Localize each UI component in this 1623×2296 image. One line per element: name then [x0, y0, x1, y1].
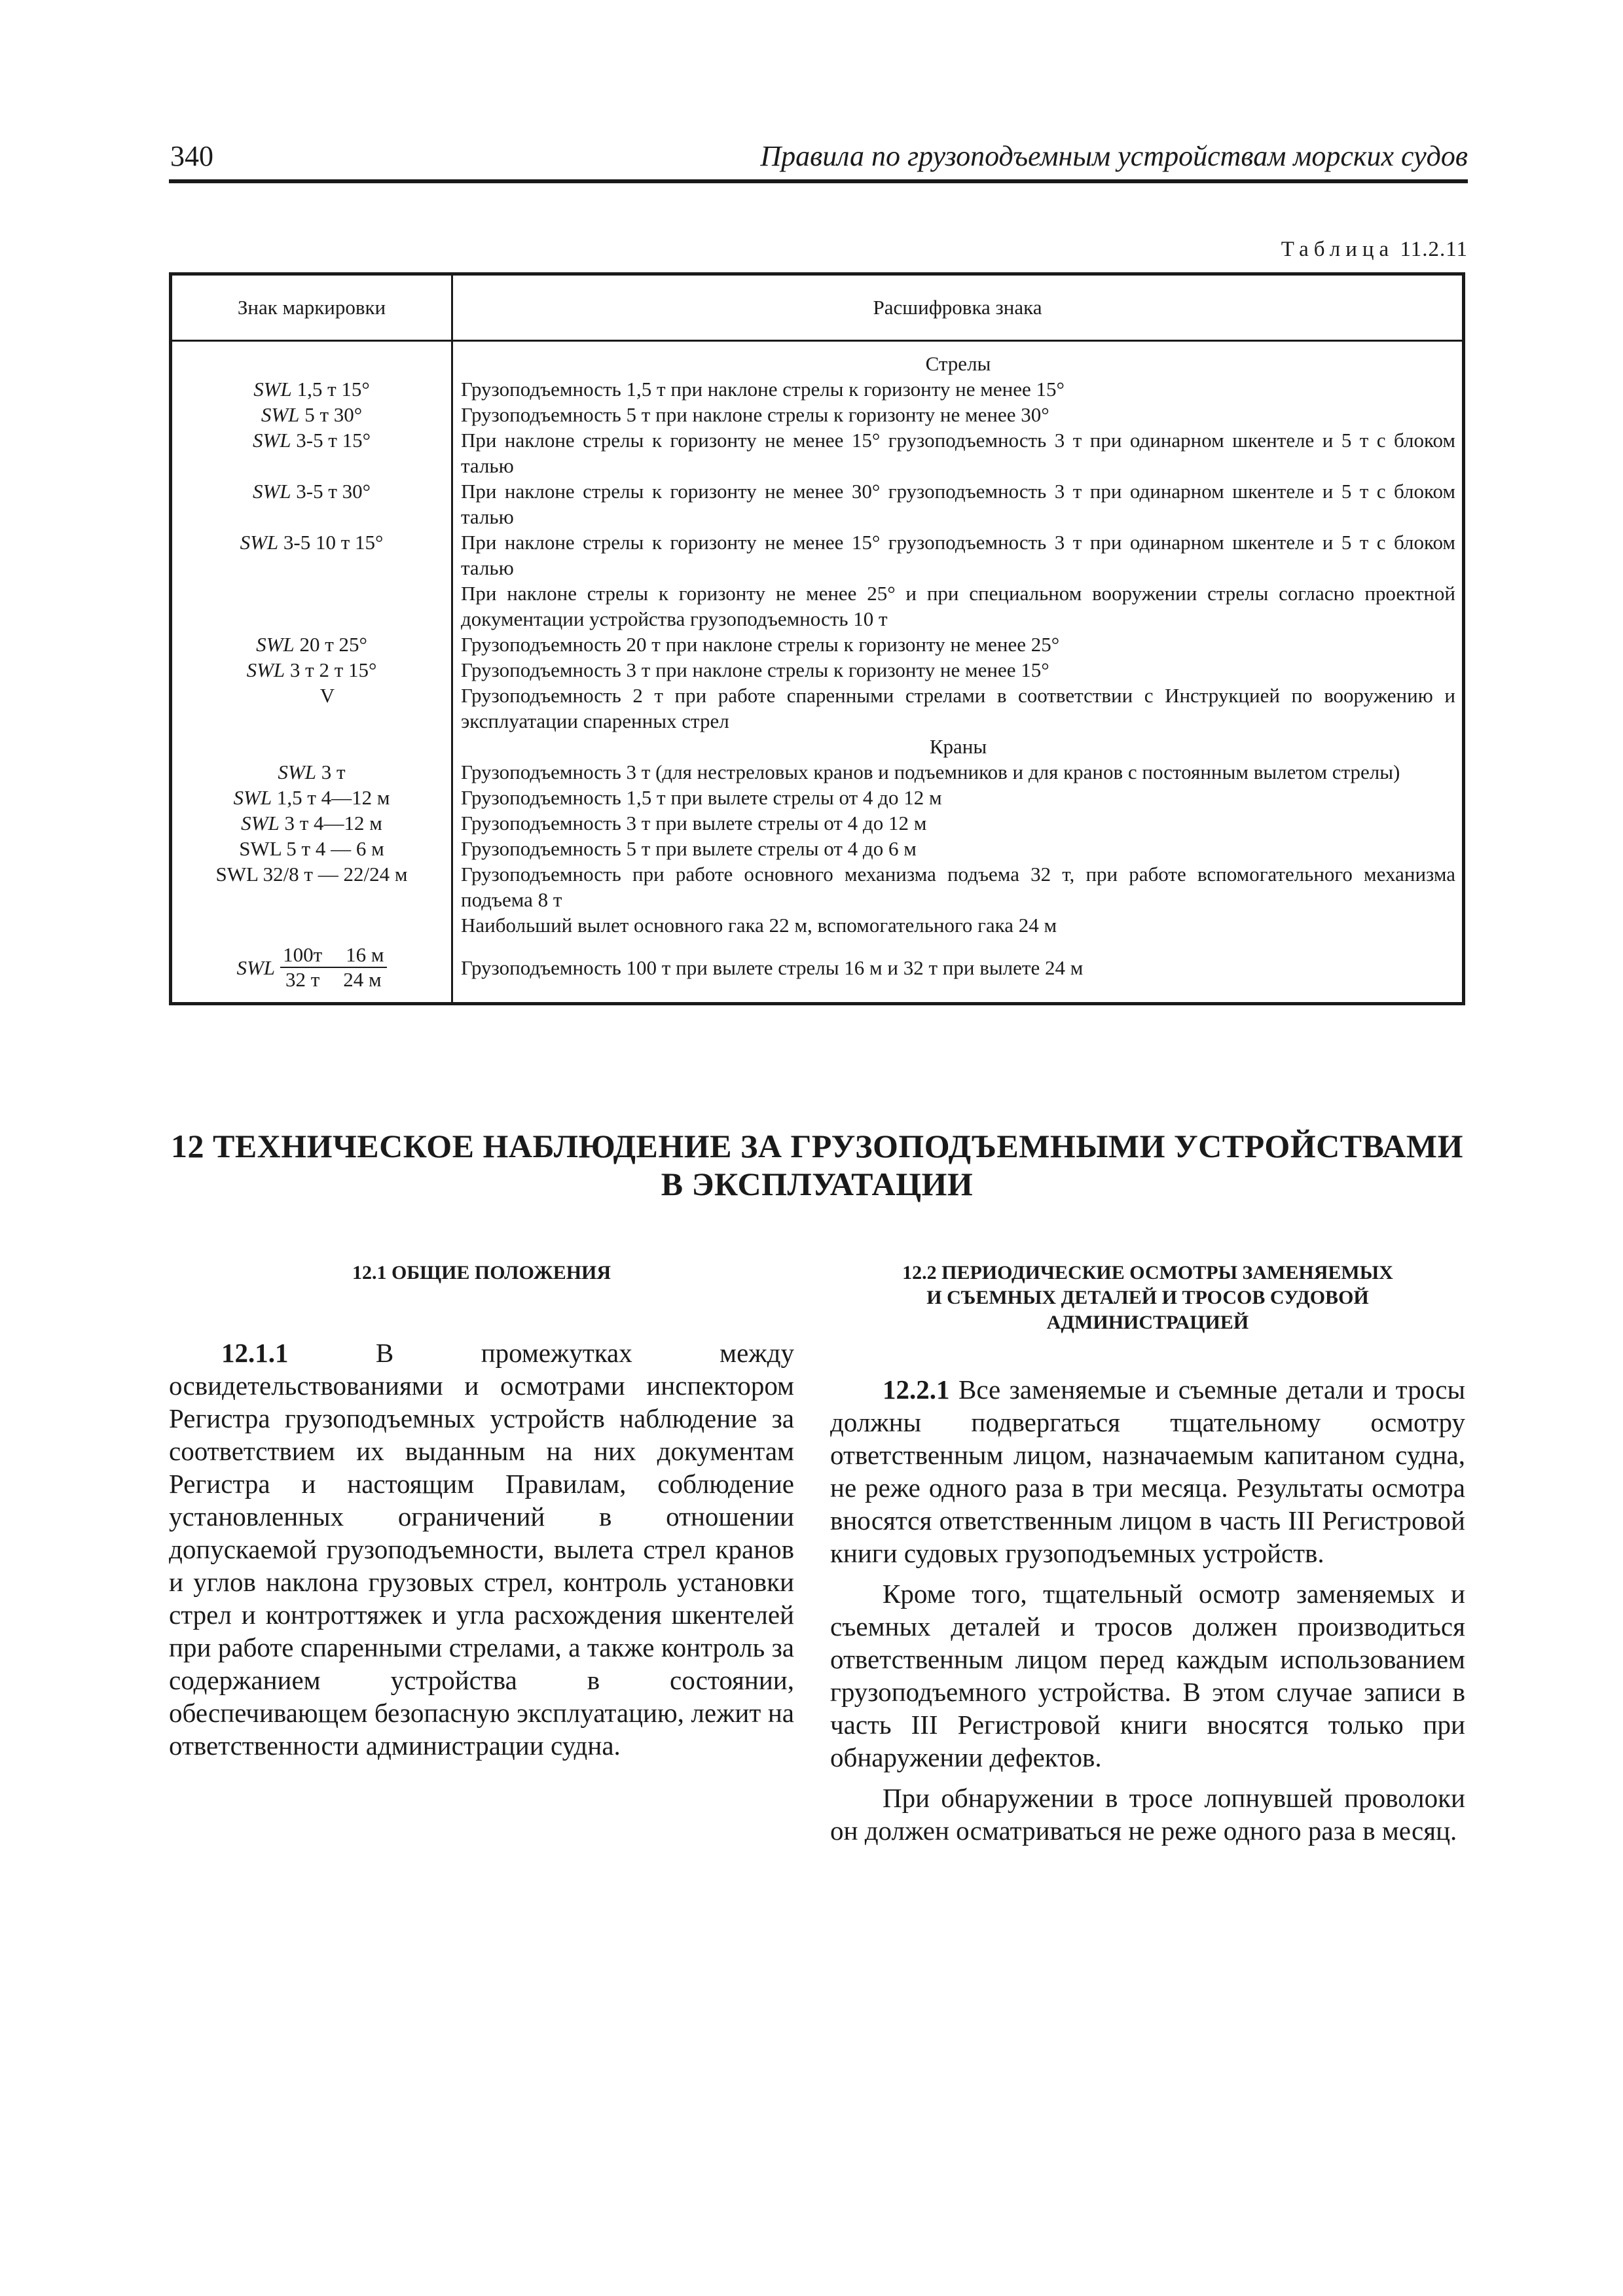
- row-mark: [172, 581, 451, 632]
- table-row: [172, 478, 1462, 529]
- table-header: [172, 276, 1462, 342]
- table-row-group-title: [172, 734, 1462, 759]
- page-number: 340: [170, 140, 213, 172]
- fraction-den-a: 32 т: [285, 968, 320, 991]
- row-mark: 20 т 25°: [299, 633, 367, 656]
- right-column: [830, 1250, 1465, 1847]
- row-desc: Грузоподъемность 3 т при наклоне стрелы к горизонту не менее 15°: [461, 658, 1049, 681]
- row-desc: Грузоподъемность 2 т при работе спаренными стрелами в соответствии с Инструкцией по вооружению и эксплуатации спаренных стрел: [461, 684, 1455, 732]
- table-caption: [1281, 238, 1468, 262]
- subsection-heading: 12.1 ОБЩИЕ ПОЛОЖЕНИЯ: [352, 1262, 611, 1283]
- row-mark: 3-5 10 т 15°: [283, 531, 384, 554]
- group-title-booms: Стрелы: [925, 352, 991, 375]
- paragraph: Кроме того, тщательный осмотр заменяемых и съемных деталей и тросов должен производиться ответственным лицом перед каждым использованием грузоподъемного устройства. В этом случае записи в часть III Регистровой книги вносятся только при обнаружении дефектов.: [830, 1579, 1465, 1772]
- fraction-mark: [236, 943, 386, 992]
- table-row: [172, 427, 1462, 478]
- row-mark: SWL 5 т 4 — 6 м: [239, 837, 384, 860]
- table-row: [172, 529, 1462, 581]
- row-mark: 5 т 30°: [304, 403, 363, 426]
- fraction-num-a: 100т: [283, 943, 323, 966]
- group-title-cranes: Краны: [929, 735, 987, 758]
- row-desc: Грузоподъемность 100 т при вылете стрелы 16 м и 32 т при вылете 24 м: [461, 956, 1084, 979]
- subsection-heading: [830, 1261, 1465, 1335]
- swl-label: SWL: [233, 786, 272, 809]
- row-desc: Грузоподъемность 3 т (для нестреловых кранов и подъемников и для кранов с постоянным вылетом стрелы): [461, 761, 1400, 783]
- table-caption-number: 11.2.11: [1400, 238, 1468, 261]
- row-mark: 3 т 2 т 15°: [289, 658, 377, 681]
- section-title-line: В ЭКСПЛУАТАЦИИ: [661, 1166, 974, 1202]
- section-title-line: 12 ТЕХНИЧЕСКОЕ НАБЛЮДЕНИЕ ЗА ГРУЗОПОДЪЕМНЫМИ УСТРОЙСТВАМИ: [170, 1128, 1463, 1164]
- subsection-heading-line: И СЪЕМНЫХ ДЕТАЛЕЙ И ТРОСОВ СУДОВОЙ: [926, 1287, 1369, 1308]
- table-row: [172, 632, 1462, 657]
- row-desc: Грузоподъемность 1,5 т при вылете стрелы от 4 до 12 м: [461, 786, 942, 809]
- row-desc: Грузоподъемность 20 т при наклоне стрелы к горизонту не менее 25°: [461, 633, 1060, 656]
- table-caption-word: Таблица: [1281, 238, 1395, 261]
- swl-label: SWL: [236, 956, 276, 979]
- row-desc: Наибольший вылет основного гака 22 м, вспомогательного гака 24 м: [461, 914, 1057, 937]
- row-desc: При наклоне стрелы к горизонту не менее 15° грузоподъемность 3 т при одинарном шкентеле и 5 т с блоком талью: [461, 531, 1455, 579]
- table-row: [172, 657, 1462, 683]
- swl-label: SWL: [261, 403, 300, 426]
- table-row: [172, 402, 1462, 427]
- row-desc: При наклоне стрелы к горизонту не менее 25° и при специальном вооружении стрелы согласно проектной документации устройства грузоподъемность 10 т: [461, 582, 1455, 630]
- paragraph: [830, 1373, 1465, 1570]
- row-desc: При наклоне стрелы к горизонту не менее 30° грузоподъемность 3 т при одинарном шкентеле и 5 т с блоком талью: [461, 480, 1455, 528]
- swl-label: SWL: [256, 633, 295, 656]
- paragraph-text: В промежутках между освидетельствованиями и осмотрами инспектором Регистра грузоподъемных устройств наблюдение за соответствием их выданным на них документам Регистра и настоящим Правилам, соблюдение установленных ограничений в отношении допускаемой грузоподъемности, вылета стрел кранов и углов наклона грузовых стрел, контроль установки стрел и контроттяжек и угла расхождения шкентелей при работе спаренными стрелами, а также контроль за содержанием устройства в состоянии, обеспечивающем безопасную эксплуатацию, лежит на ответственности администрации судна.: [169, 1338, 794, 1761]
- table-row: [172, 861, 1462, 912]
- row-mark: 3 т 4—12 м: [284, 812, 382, 834]
- table-row: [172, 759, 1462, 785]
- swl-label: SWL: [241, 812, 280, 834]
- paragraph: [169, 1336, 794, 1762]
- swl-label: SWL: [240, 531, 279, 554]
- running-title: Правила по грузоподъемным устройствам морских судов: [760, 140, 1468, 172]
- row-mark: 1,5 т 15°: [297, 378, 370, 401]
- row-mark: SWL 32/8 т — 22/24 м: [215, 863, 408, 886]
- swl-label: SWL: [246, 658, 285, 681]
- row-desc: Грузоподъемность 5 т при наклоне стрелы к горизонту не менее 30°: [461, 403, 1049, 426]
- swl-label: SWL: [252, 480, 291, 503]
- row-mark: 1,5 т 4—12 м: [276, 786, 390, 809]
- subsection-heading-line: 12.2 ПЕРИОДИЧЕСКИЕ ОСМОТРЫ ЗАМЕНЯЕМЫХ: [902, 1262, 1393, 1283]
- fraction-den-b: 24 м: [343, 968, 382, 991]
- table-row: [172, 912, 1462, 938]
- swl-label: SWL: [278, 761, 316, 783]
- fraction-num-b: 16 м: [346, 943, 384, 966]
- section-title: [169, 1127, 1465, 1203]
- table-body: [172, 342, 1462, 1002]
- left-column: [169, 1250, 794, 1762]
- marking-table: [169, 272, 1465, 1005]
- table-row: [172, 683, 1462, 734]
- row-desc: Грузоподъемность 5 т при вылете стрелы от 4 до 6 м: [461, 837, 917, 860]
- paragraph-number: 12.1.1: [221, 1338, 289, 1368]
- table-row: [172, 785, 1462, 810]
- table-row: [172, 376, 1462, 402]
- paragraph: При обнаружении в тросе лопнувшей проволоки он должен осматриваться не реже одного раза в месяц.: [830, 1783, 1465, 1846]
- table-row-fraction: [172, 943, 1462, 992]
- column-divider: [451, 342, 453, 1002]
- paragraph-text: Все заменяемые и съемные детали и тросы должны подвергаться тщательному осмотру ответственным лицом, назначаемым капитаном судна, не реже одного раза в три месяца. Результаты осмотра вносятся ответственным лицом в часть III Регистровой книги судовых грузоподъемных устройств.: [830, 1374, 1465, 1568]
- running-header: [169, 139, 1468, 183]
- row-desc: Грузоподъемность 1,5 т при наклоне стрелы к горизонту не менее 15°: [461, 378, 1065, 401]
- swl-label: SWL: [253, 378, 292, 401]
- table-row: [172, 810, 1462, 836]
- row-mark: 3-5 т 15°: [296, 429, 371, 452]
- subsection-heading-line: АДМИНИСТРАЦИЕЙ: [1046, 1312, 1249, 1333]
- swl-label: SWL: [252, 429, 291, 452]
- column-header-mark: Знак маркировки: [172, 276, 453, 340]
- row-desc: При наклоне стрелы к горизонту не менее 15° грузоподъемность 3 т при одинарном шкентеле и 5 т с блоком талью: [461, 429, 1455, 477]
- table-row: [172, 836, 1462, 861]
- column-header-desc: Расшифровка знака: [873, 296, 1042, 319]
- row-mark: 3 т: [321, 761, 346, 783]
- row-desc: Грузоподъемность 3 т при вылете стрелы от 4 до 12 м: [461, 812, 927, 834]
- table-row-group-title: [172, 351, 1462, 376]
- paragraph-number: 12.2.1: [883, 1374, 950, 1405]
- row-mark: 3-5 т 30°: [296, 480, 371, 503]
- table-row: [172, 581, 1462, 632]
- paired-boom-mark: V: [319, 684, 335, 707]
- row-mark: [172, 912, 451, 938]
- row-desc: Грузоподъемность при работе основного механизма подъема 32 т, при работе вспомогательного механизма подъема 8 т: [461, 863, 1455, 911]
